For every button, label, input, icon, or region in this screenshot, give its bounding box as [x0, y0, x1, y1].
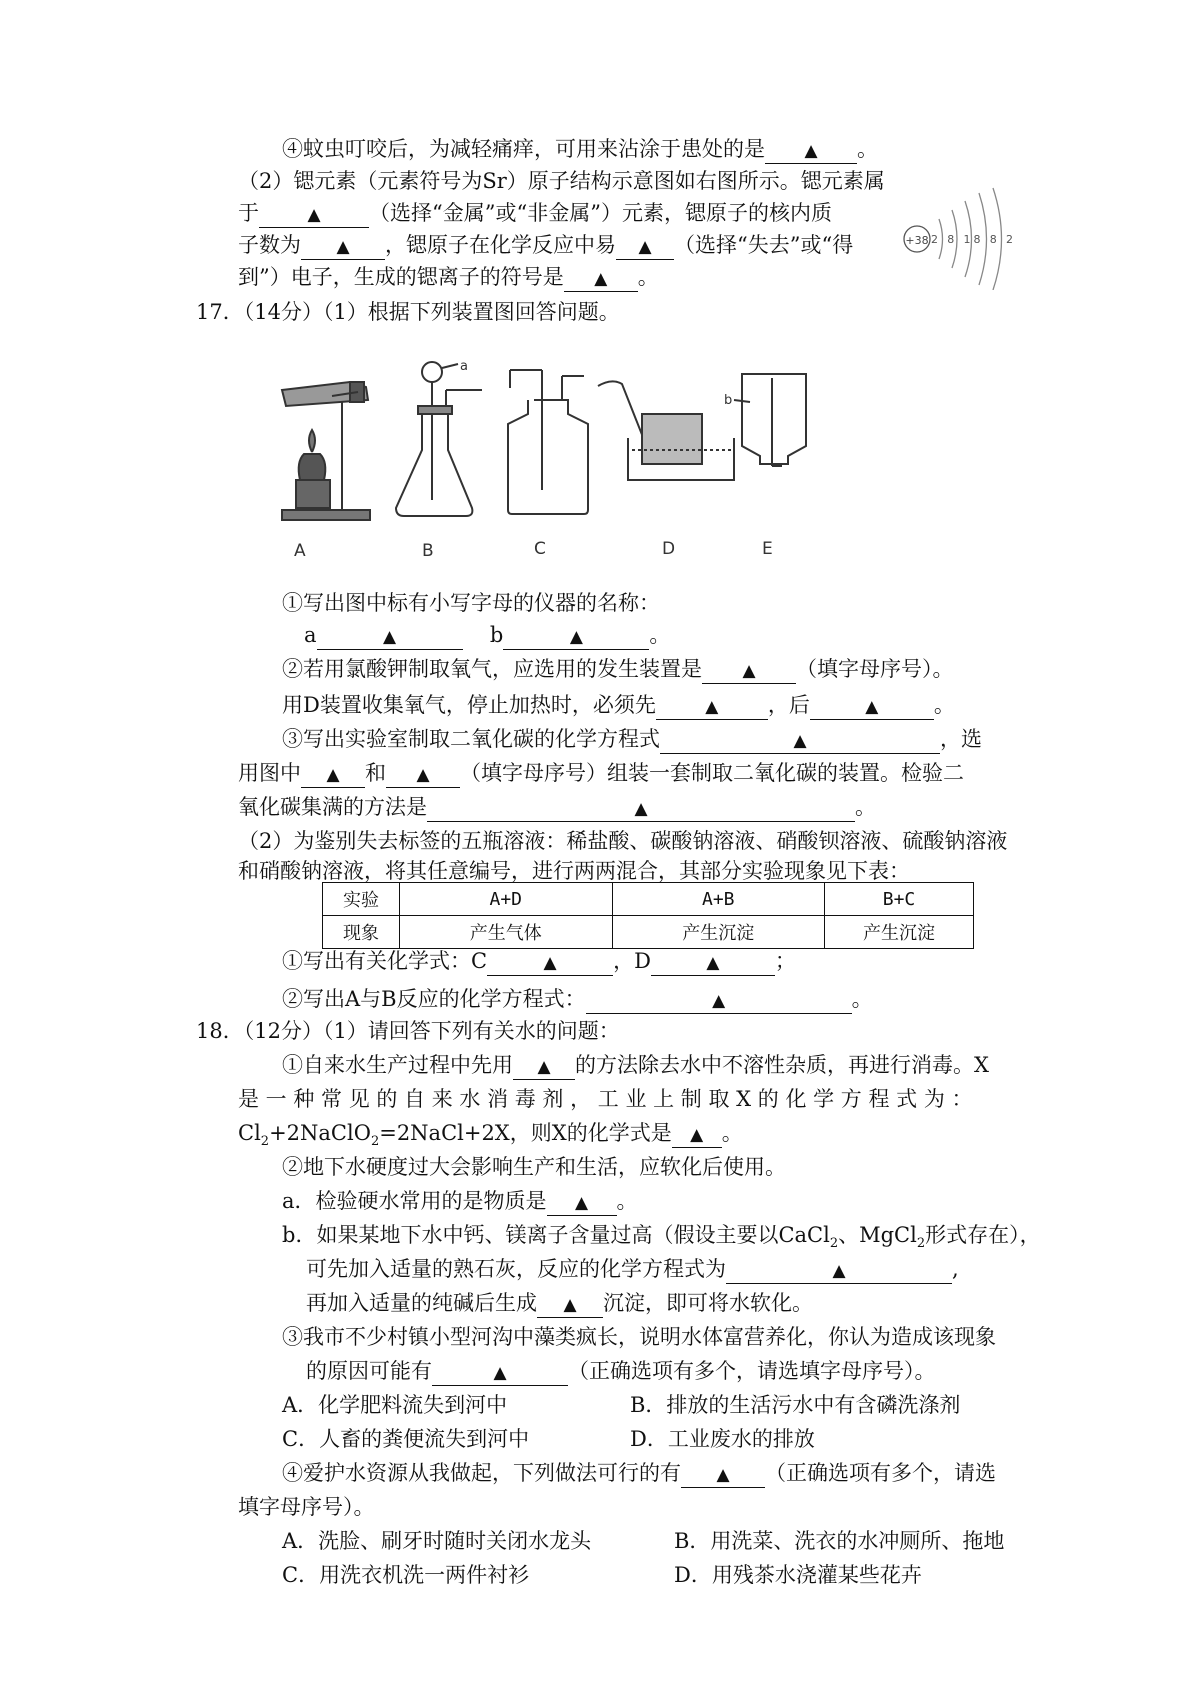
answer-blank-b[interactable]: [503, 623, 649, 650]
q17-part2-line1: （2）为鉴别失去标签的五瓶溶液：稀盐酸、碳酸钠溶液、硝酸钡溶液、硫酸钠溶液: [238, 829, 1008, 853]
q17-sub1-blanks: a▲ b▲ 。: [304, 620, 670, 650]
answer-blank[interactable]: [672, 1121, 722, 1148]
q16-part2-line1: （2）锶元素（元素符号为Sr）原子结构示意图如右图所示。锶元素属: [238, 169, 885, 193]
table-cell: 现象: [323, 916, 400, 949]
answer-blank[interactable]: [259, 201, 369, 228]
q18-line11: ④爱护水资源从我做起，下列做法可行的有▲ （正确选项有多个，请选: [282, 1458, 996, 1488]
q17-sub1: ①写出图中标有小写字母的仪器的名称：: [282, 591, 660, 615]
answer-blank[interactable]: [681, 1461, 765, 1488]
label-B: B: [422, 541, 434, 560]
apparatus-a: [282, 382, 370, 520]
q18-line3: $Cl_2+2NaClO_2=2NaCl+2X$，则X的化学式是▲ 。: [238, 1118, 743, 1157]
label-D: D: [662, 539, 676, 559]
answer-blank-c[interactable]: [487, 949, 613, 976]
apparatus-figure: [272, 360, 882, 560]
atom-nucleus-label: +38: [905, 234, 929, 247]
q16-item4: ④蚊虫叮咬后，为减轻痛痒，可用来沾涂于患处的是▲ 。: [282, 134, 878, 164]
atom-shells-label: 2 8 18 8 2: [931, 233, 1013, 246]
label-C: C: [534, 539, 546, 559]
table-cell: 产生沉淀: [825, 916, 974, 949]
q18-line7: 可先加入适量的熟石灰，反应的化学方程式为▲ ,: [306, 1254, 959, 1284]
table-cell: 产生沉淀: [612, 916, 825, 949]
q18-option4-c: C．用洗衣机洗一两件衬衫: [282, 1563, 530, 1587]
q18-line1: ①自来水生产过程中先用▲ 的方法除去水中不溶性杂质，再进行消毒。X: [282, 1050, 989, 1080]
answer-blank[interactable]: [616, 233, 674, 260]
table-row: [323, 883, 974, 916]
table-cell: A+B: [612, 883, 825, 916]
label-E: E: [762, 539, 773, 559]
experiment-table: [322, 882, 974, 949]
answer-blank[interactable]: [537, 1291, 603, 1318]
q17-sub3-line2: 用图中▲ 和▲ （填字母序号）组装一套制取二氧化碳的装置。检验二: [238, 758, 964, 788]
answer-blank[interactable]: [564, 265, 638, 292]
q17-table-q1: ①写出有关化学式：C▲ ，D▲ ；: [282, 946, 796, 976]
answer-blank-d[interactable]: [651, 949, 775, 976]
q16-part2-line2: 于▲ （选择“金属”或“非金属”）元素，锶原子的核内质: [238, 198, 832, 228]
answer-blank[interactable]: [386, 761, 460, 788]
apparatus-c: [508, 370, 588, 514]
q16-part2-line3: 子数为▲ ，锶原子在化学反应中易▲ （选择“失去”或“得: [238, 230, 853, 260]
answer-blank[interactable]: [660, 727, 940, 754]
q18-option4-b: B．用洗菜、洗衣的水冲厕所、拖地: [674, 1529, 1005, 1553]
q18-line5: a．检验硬水常用的是物质是▲ 。: [282, 1186, 638, 1216]
q17-part2-line2: 和硝酸钠溶液，将其任意编号，进行两两混合，其部分实验现象见下表：: [238, 859, 910, 883]
label-b: b: [724, 393, 733, 408]
answer-blank[interactable]: [432, 1359, 568, 1386]
q17-sub3-line3: 氧化碳集满的方法是▲ 。: [238, 792, 876, 822]
answer-blank[interactable]: [765, 137, 857, 164]
answer-blank[interactable]: [586, 987, 852, 1014]
q17-sub3: ③写出实验室制取二氧化碳的化学方程式▲ ，选: [282, 724, 982, 754]
q18-line4: ②地下水硬度过大会影响生产和生活，应软化后使用。: [282, 1155, 786, 1179]
q18-line6: b．如果某地下水中钙、镁离子含量过高（假设主要以CaCl$_2$、MgCl$_2$形式存在），: [282, 1223, 1041, 1252]
table-cell: 产生气体: [400, 916, 613, 949]
q18-option-d: D．工业废水的排放: [630, 1427, 815, 1451]
q18-line9: ③我市不少村镇小型河沟中藻类疯长，说明水体富营养化，你认为造成该现象: [282, 1325, 996, 1349]
q17-heading: 17．（14分）（1）根据下列装置图回答问题。: [196, 300, 620, 324]
answer-blank[interactable]: [656, 693, 768, 720]
apparatus-d: [598, 381, 734, 480]
q18-line2: 是 一 种 常 见 的 自 来 水 消 毒 剂 ， 工 业 上 制 取 X 的 化 学 方 程 式 为 ：: [238, 1087, 973, 1111]
label-a: a: [460, 360, 468, 374]
answer-blank[interactable]: [301, 233, 385, 260]
table-cell: A+D: [400, 883, 613, 916]
q17-table-q2: ②写出A与B反应的化学方程式：▲ 。: [282, 984, 873, 1014]
answer-blank[interactable]: [513, 1053, 575, 1080]
strontium-atom-diagram: [898, 186, 1020, 290]
q18-heading: 18．（12分）（1）请回答下列有关水的问题：: [196, 1019, 620, 1043]
apparatus-b: [396, 362, 482, 516]
label-A: A: [294, 541, 306, 560]
q18-option4-d: D．用残茶水浇灌某些花卉: [674, 1563, 922, 1587]
q16-part2-line4: 到”）电子，生成的锶离子的符号是▲ 。: [238, 262, 659, 292]
q18-line12: 填字母序号）。: [238, 1495, 375, 1519]
answer-blank[interactable]: [427, 795, 855, 822]
q18-line8: 再加入适量的纯碱后生成▲ 沉淀，即可将水软化。: [306, 1288, 813, 1318]
table-cell: 实验: [323, 883, 400, 916]
table-row: [323, 916, 974, 949]
answer-blank[interactable]: [702, 657, 796, 684]
answer-blank[interactable]: [547, 1189, 617, 1216]
answer-blank[interactable]: [301, 761, 365, 788]
q17-sub2: ②若用氯酸钾制取氧气，应选用的发生装置是▲ （填字母序号）。: [282, 654, 954, 684]
q18-line10: 的原因可能有▲ （正确选项有多个，请选填字母序号）。: [306, 1356, 936, 1386]
q18-option4-a: A．洗脸、刷牙时随时关闭水龙头: [282, 1529, 592, 1553]
answer-blank-a[interactable]: [317, 623, 463, 650]
table-cell: B+C: [825, 883, 974, 916]
answer-blank[interactable]: [726, 1257, 952, 1284]
q18-option-c: C．人畜的粪便流失到河中: [282, 1427, 530, 1451]
answer-blank[interactable]: [810, 693, 934, 720]
q18-option-a: A．化学肥料流失到河中: [282, 1393, 508, 1417]
q18-option-b: B．排放的生活污水中有含磷洗涤剂: [630, 1393, 961, 1417]
q17-sub2b: 用D装置收集氧气，停止加热时，必须先▲ ，后▲ 。: [282, 690, 955, 720]
apparatus-e: [734, 374, 806, 466]
